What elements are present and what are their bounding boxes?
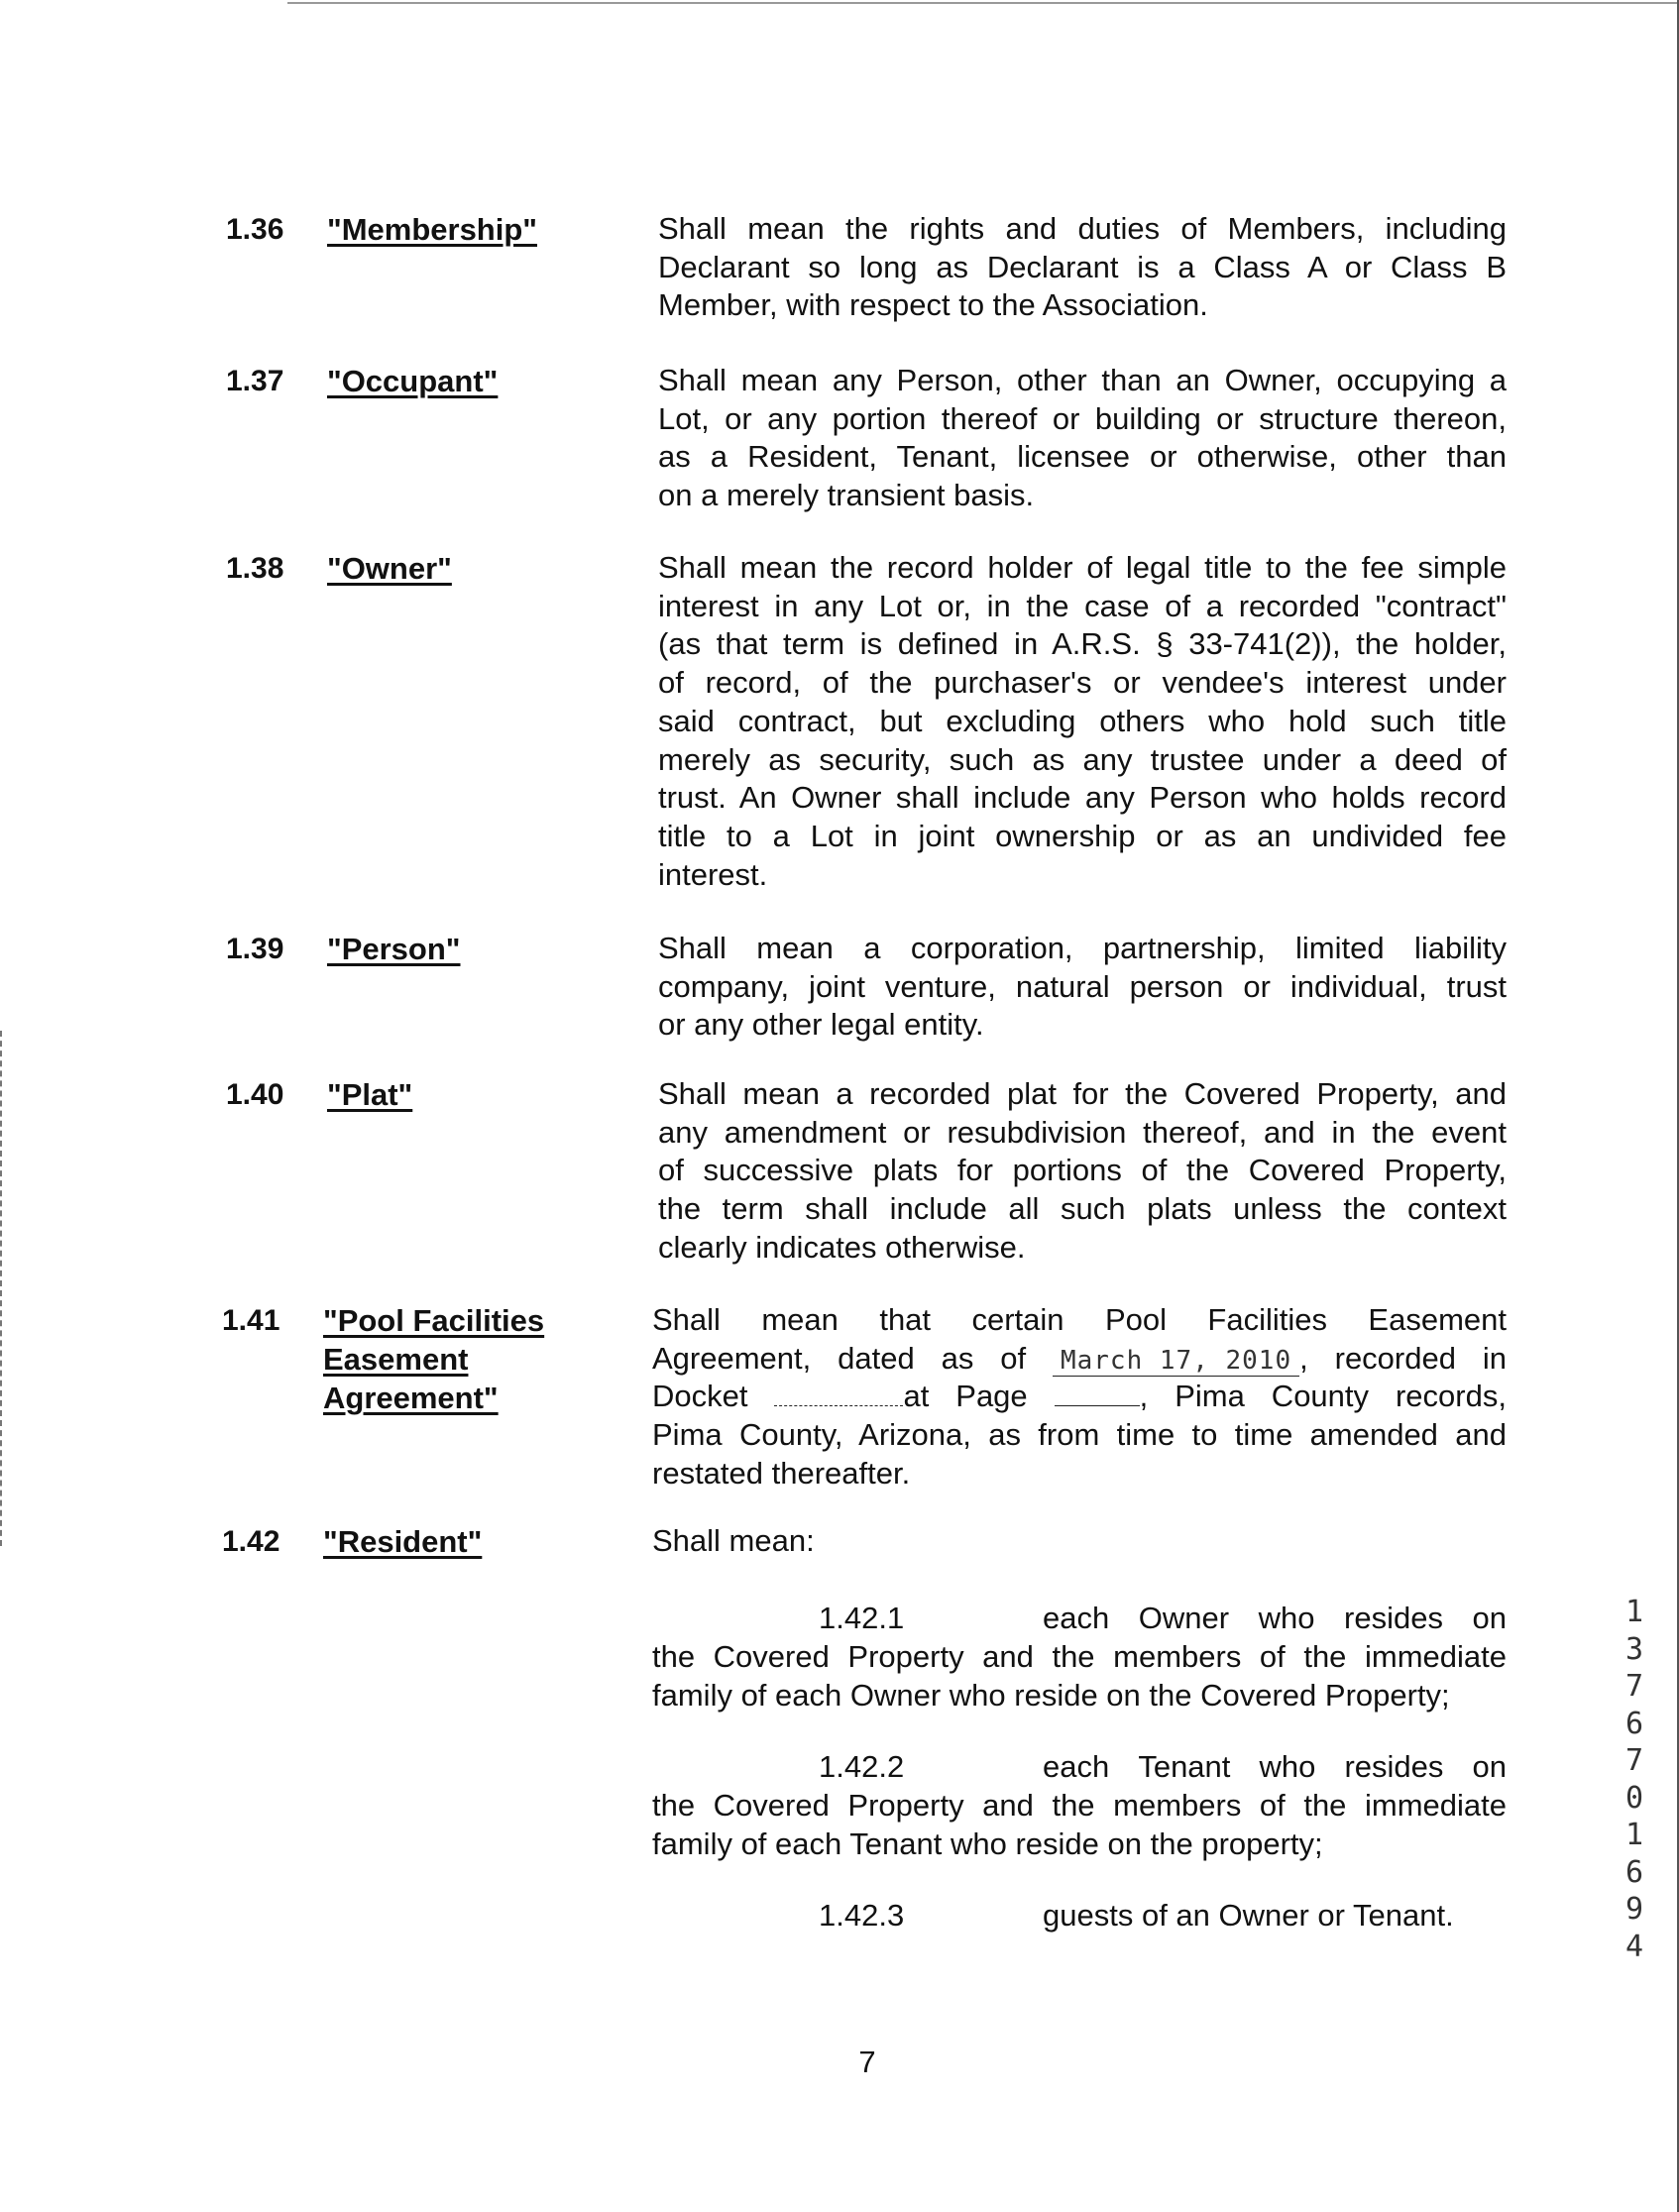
word: Tenant [1138,1749,1231,1784]
word: on [1472,1749,1507,1784]
handwritten-date: March 17, 2010 [1053,1346,1299,1377]
text-line: said contract, but excluding others who hold such title [658,703,1507,738]
definition-text [658,362,1507,515]
definition-number: 1.36 [226,213,284,246]
definition-term [323,1301,581,1417]
definition-text [658,1075,1507,1268]
sub-number: 1.42.1 [819,1601,905,1635]
text-line: any amendment or resubdivision thereof, and in the event [658,1114,1507,1150]
text-line: clearly indicates otherwise. [658,1229,1026,1265]
text-line: (as that term is defined in A.R.S. § 33-741(2)), the holder, [658,626,1507,662]
term-line: Easement [323,1342,469,1377]
text-line: Pima County, Arizona, as from time to time amended and [652,1417,1507,1453]
word: who [1259,1749,1316,1784]
text-fragment: , Pima County records, [1139,1379,1507,1414]
text-line: family of each Owner who reside on the Covered Property; [652,1677,1450,1713]
definition-number: 1.41 [222,1304,280,1337]
definition-term: "Owner" [327,551,452,586]
sub-first-line [652,1897,1507,1936]
recording-stamp: 13767 01694 [1624,1595,1644,1964]
sub-rest [652,1787,1507,1863]
sub-number: 1.42.2 [819,1749,905,1784]
text-line: merely as security, such as any trustee under a deed of [658,741,1507,777]
text-line: Declarant so long as Declarant is a Class A or Class B [658,249,1507,284]
word: each [1043,1601,1110,1635]
word: resides [1344,1601,1443,1635]
text-line: restated thereafter. [652,1455,911,1491]
text-line: or any other legal entity. [658,1007,984,1043]
term-line: Agreement" [323,1381,499,1415]
definition-text [658,930,1507,1045]
text-line: family of each Tenant who reside on the property; [652,1825,1323,1861]
definition-term: "Plat" [327,1077,413,1112]
definition-number: 1.42 [222,1525,280,1558]
sub-first-words [1043,1600,1507,1638]
text-line: of record, of the purchaser's or vendee's interest under [658,665,1507,701]
definition-number: 1.37 [226,365,284,397]
text-fragment: Agreement, dated as of [652,1340,1027,1376]
sub-first-words [1043,1748,1507,1787]
definition-text [658,210,1507,325]
text-line: as a Resident, Tenant, licensee or otherwise, other than [658,439,1507,475]
sub-first-line [652,1748,1507,1787]
text-line: trust. An Owner shall include any Person who holds record [658,780,1507,816]
page-number: 7 [858,2045,876,2079]
text-line: of successive plats for portions of the Covered Property, [658,1153,1507,1188]
word: Owner [1138,1601,1230,1635]
sub-rest [652,1638,1507,1714]
definition-term: "Occupant" [327,364,499,398]
definition-term: "Membership" [327,212,537,247]
page-blank [1055,1380,1140,1406]
word: resides [1344,1749,1444,1784]
word: on [1472,1601,1507,1635]
subdefinition-1-42-1 [652,1600,1507,1714]
text-line: the Covered Property and the members of the immediate [652,1788,1507,1823]
scan-top-edge [287,2,1679,4]
text-line: on a merely transient basis. [658,478,1035,513]
text-line: interest. [658,856,768,892]
docket-blank [774,1380,903,1406]
text-line: Lot, or any portion thereof or building or structure thereon, [658,400,1507,436]
text-line: Shall mean a recorded plat for the Covered Property, and [658,1076,1507,1111]
text-line: interest in any Lot or, in the case of a recorded "contract" [658,588,1507,623]
text-fragment: at Page [903,1379,1028,1414]
text-line: Member, with respect to the Association. [658,287,1208,323]
text-line: the Covered Property and the members of the immediate [652,1639,1507,1674]
definition-term: "Resident" [323,1524,483,1559]
subdefinition-1-42-3 [652,1897,1507,1936]
text-line: the term shall include all such plats unless the context [658,1191,1507,1227]
word: each [1043,1749,1110,1784]
sub-first-line [652,1600,1507,1638]
text-line: Shall mean that certain Pool Facilities Easement [652,1302,1507,1337]
definition-number: 1.39 [226,933,284,965]
definition-number: 1.40 [226,1078,284,1111]
definition-number: 1.38 [226,552,284,585]
subdefinition-1-42-2 [652,1748,1507,1863]
text-line [652,1378,1507,1416]
text-line: Shall mean any Person, other than an Owner, occupying a [658,363,1507,397]
text-line: title to a Lot in joint ownership or as an undivided fee [658,818,1507,853]
definition-text [652,1522,1501,1561]
definition-text [652,1301,1507,1493]
text-line: Shall mean: [652,1523,815,1558]
text-fragment: , recorded in [1299,1340,1507,1376]
sub-number: 1.42.3 [819,1898,905,1933]
word: who [1258,1601,1315,1635]
text-line [652,1340,1507,1379]
text-line: company, joint venture, natural person or individual, trust [658,968,1507,1004]
term-line: "Pool Facilities [323,1303,545,1338]
text-line: Shall mean a corporation, partnership, limited liability [658,931,1507,965]
definition-text [658,549,1507,894]
text-line: Shall mean the rights and duties of Members, including [658,211,1507,246]
sub-first-words: guests of an Owner or Tenant. [1043,1898,1454,1933]
text-fragment: Docket [652,1379,748,1414]
text-line: Shall mean the record holder of legal title to the fee simple [658,550,1507,585]
scan-left-marks [0,1031,4,1546]
definition-term: "Person" [327,932,461,966]
